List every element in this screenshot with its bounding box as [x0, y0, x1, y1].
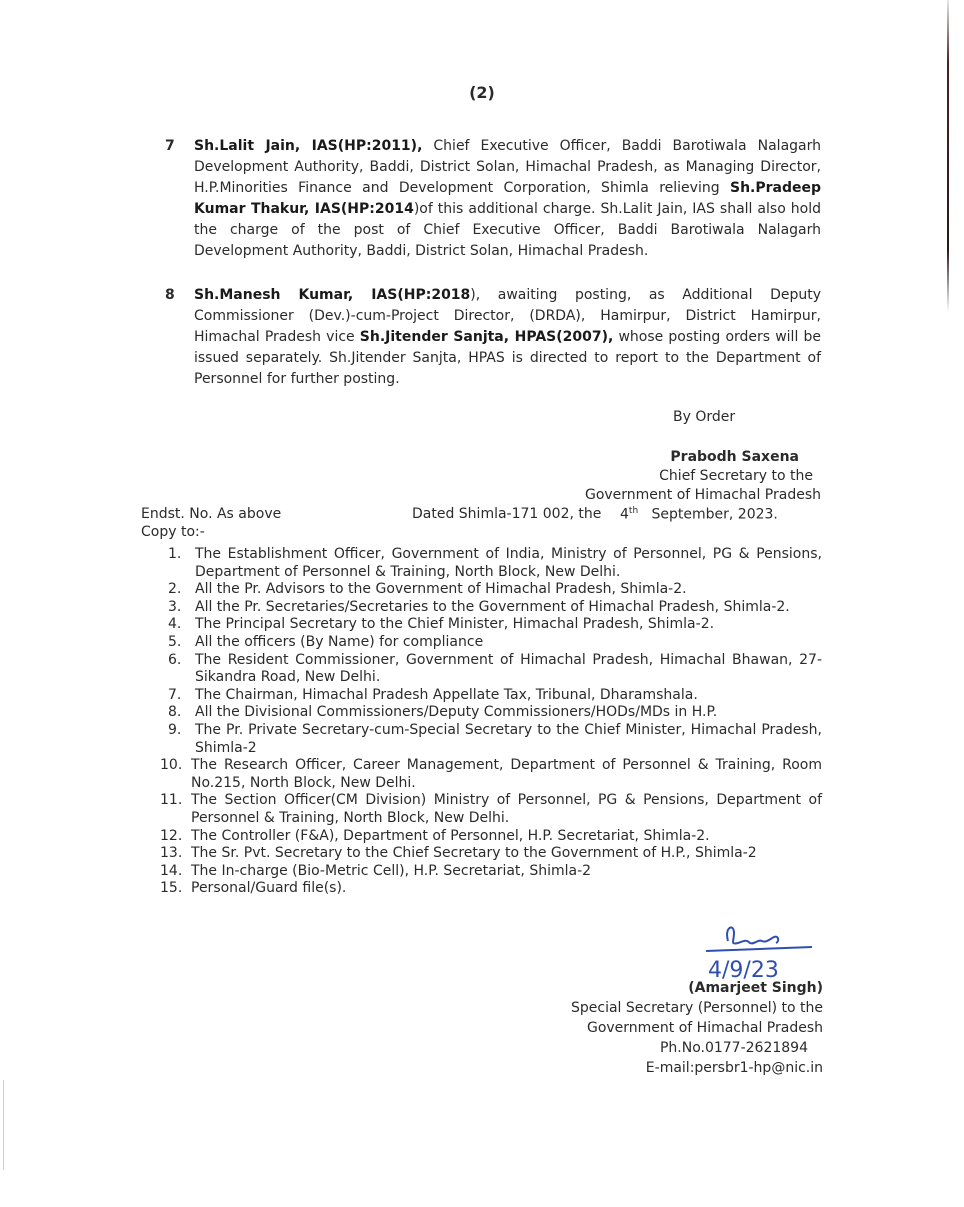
list-number: 4.	[168, 616, 182, 633]
date-month-year: September, 2023.	[651, 506, 778, 523]
list-item	[168, 546, 822, 581]
by-order-label: By Order	[673, 409, 736, 425]
list-item	[168, 652, 822, 687]
officer-name: Sh.Pradeep Kumar Thakur, IAS(HP:2014	[194, 180, 821, 217]
special-secretary-signature-block	[571, 978, 823, 1078]
list-number: 11.	[160, 792, 183, 809]
list-number: 12.	[160, 827, 183, 844]
list-number: 9.	[168, 721, 182, 738]
copy-to-label: Copy to:-	[141, 524, 205, 540]
list-number: 13.	[160, 845, 183, 862]
list-text: The Pr. Private Secretary-cum-Special Secretary to the Chief Minister, Himachal Pradesh, Shimla-2	[195, 721, 822, 756]
page-number: (2)	[469, 83, 495, 102]
list-number: 10.	[160, 757, 183, 774]
list-number: 1.	[168, 546, 182, 562]
list-text: Personal/Guard file(s).	[191, 880, 347, 897]
list-text: All the Divisional Commissioners/Deputy Commissioners/HODs/MDs in H.P.	[195, 704, 718, 721]
officer-name: Sh.Jitender Sanjta, HPAS(2007),	[359, 329, 614, 345]
list-item	[160, 862, 822, 881]
list-item	[168, 722, 822, 757]
signatory-email: E-mail:persbr1-hp@nic.in	[645, 1060, 823, 1076]
issue-date	[620, 506, 778, 523]
list-text: The Section Officer(CM Division) Ministry of Personnel, PG & Pensions, Department of Personnel & Training, North Block, New Delhi.	[191, 792, 822, 826]
handwritten-signature	[700, 917, 820, 983]
list-text: All the Pr. Secretaries/Secretaries to the Government of Himachal Pradesh, Shimla-2.	[195, 598, 790, 615]
endorsement-number: Endst. No. As above	[141, 506, 282, 522]
list-item	[168, 616, 822, 634]
list-item	[160, 845, 822, 863]
list-text: All the Pr. Advisors to the Government of Himachal Pradesh, Shimla-2.	[195, 581, 687, 598]
list-text: The Sr. Pvt. Secretary to the Chief Secretary to the Government of H.P., Shimla-2	[191, 845, 757, 862]
paragraph-text: )of this additional charge. Sh.Lalit Jain, IAS shall also hold the charge of the post of Chief Executive Officer, Baddi Barotiwala Nalagarh Development Authority, Baddi, District Solan, Himachal Pradesh.	[194, 201, 821, 259]
list-text: The Chairman, Himachal Pradesh Appellate Tax, Tribunal, Dharamshala.	[195, 686, 698, 703]
list-number: 6.	[168, 651, 182, 668]
paragraph-text: whose posting orders will be issued separately. Sh.Jitender Sanjta, HPAS is directed to report to the Department of Personnel for further posting.	[194, 329, 821, 387]
list-text: The Resident Commissioner, Government of Himachal Pradesh, Himachal Bhawan, 27-Sikandra Road, New Delhi.	[195, 651, 822, 686]
chief-secretary-signature-block	[585, 448, 821, 505]
signatory-department: Government of Himachal Pradesh	[584, 487, 821, 503]
list-number: 2.	[168, 581, 182, 598]
list-number: 5.	[168, 633, 182, 650]
officer-name: Sh.Lalit Jain, IAS(HP:2011),	[194, 138, 423, 154]
list-text: The Principal Secretary to the Chief Minister, Himachal Pradesh, Shimla-2.	[195, 616, 715, 633]
list-item	[168, 687, 822, 705]
paragraph-number: 7	[165, 138, 175, 154]
list-number: 7.	[168, 686, 182, 703]
paragraph-body	[194, 285, 821, 390]
signature-scribble	[727, 927, 778, 943]
list-text: The In-charge (Bio-Metric Cell), H.P. Secretariat, Shimla-2	[191, 862, 592, 879]
list-text: All the officers (By Name) for compliance	[195, 633, 484, 650]
list-item	[168, 634, 822, 652]
paragraph-body	[194, 136, 821, 262]
paragraph-text: ), awaiting posting, as Additional Deputy Commissioner (Dev.)-cum-Project Director, (DRDA), Hamirpur, District Hamirpur, Himachal Pradesh vice	[194, 287, 822, 345]
signature-underline	[706, 947, 812, 951]
list-item	[168, 581, 822, 599]
paragraph-number: 8	[165, 287, 175, 303]
copy-to-list	[160, 546, 822, 898]
signatory-phone: Ph.No.0177-2621894	[659, 1040, 808, 1056]
list-number: 14.	[160, 862, 183, 879]
list-number: 3.	[168, 598, 182, 615]
list-number: 15.	[160, 880, 183, 897]
list-number: 8.	[168, 704, 182, 721]
list-item	[168, 704, 822, 722]
page-edge-line	[947, 0, 949, 312]
scan-margin-mark	[3, 1080, 4, 1170]
list-text: The Establishment Officer, Government of India, Ministry of Personnel, PG & Pensions, Department of Personnel & Training, North Block, New Delhi.	[195, 546, 822, 580]
list-text: The Research Officer, Career Management, Department of Personnel & Training, Room No.215, North Block, New Delhi.	[191, 757, 822, 791]
signature-date: 4/9/23	[708, 958, 779, 983]
signatory-title: Chief Secretary to the	[659, 468, 813, 484]
order-paragraph-7	[165, 136, 821, 262]
signatory-name: (Amarjeet Singh)	[688, 980, 823, 996]
paragraph-text: Chief Executive Officer, Baddi Barotiwala Nalagarh Development Authority, Baddi, District Solan, Himachal Pradesh, as Managing Director, H.P.Minorities Finance and Development Corporation, Shimla relieving	[194, 138, 821, 196]
signatory-title: Special Secretary (Personnel) to the	[571, 1000, 823, 1016]
list-item	[160, 827, 822, 846]
list-item	[168, 599, 822, 617]
list-item	[160, 757, 822, 792]
order-paragraph-8	[165, 285, 821, 390]
signatory-name: Prabodh Saxena	[670, 449, 799, 465]
signatory-department: Government of Himachal Pradesh	[586, 1020, 823, 1036]
list-item	[160, 792, 822, 827]
officer-name: Sh.Manesh Kumar, IAS(HP:2018	[194, 287, 471, 303]
dated-place: Dated Shimla-171 002, the	[412, 506, 602, 522]
date-suffix: th	[628, 506, 639, 516]
list-text: The Controller (F&A), Department of Personnel, H.P. Secretariat, Shimla-2.	[191, 827, 710, 844]
list-item	[160, 880, 822, 898]
date-day: 4	[620, 506, 629, 523]
